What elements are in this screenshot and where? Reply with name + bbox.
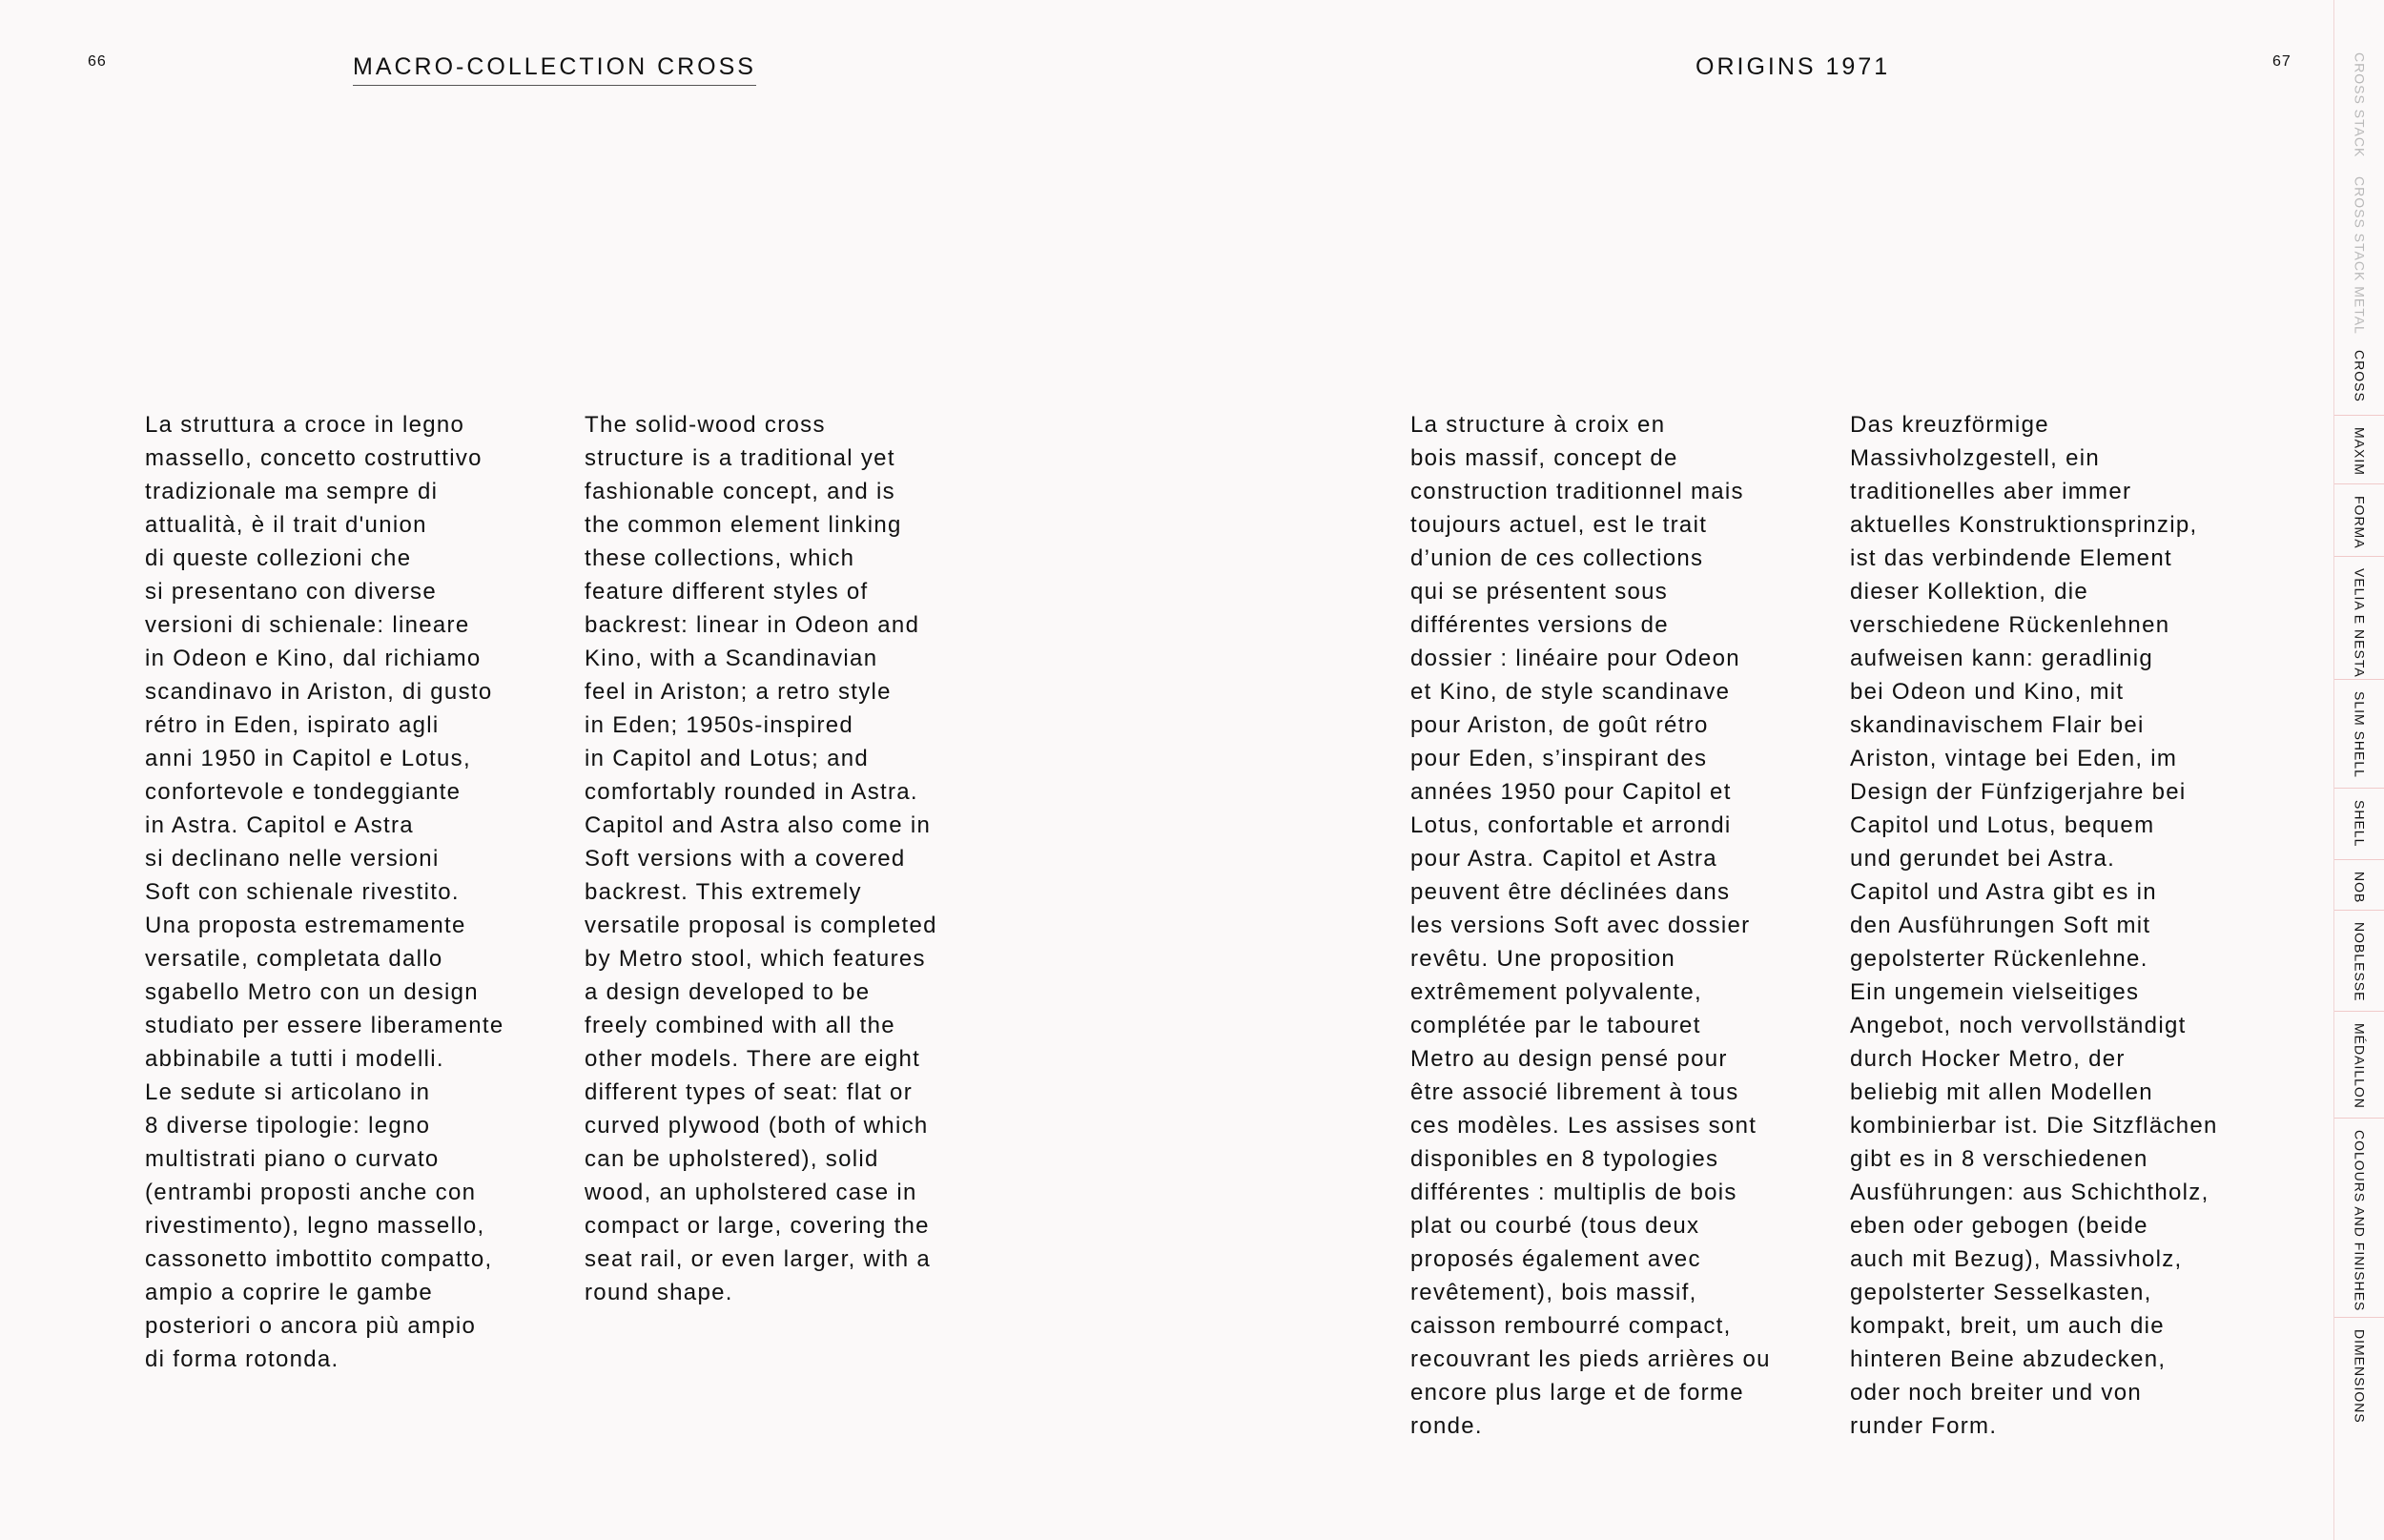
tab-label: SLIM SHELL: [2352, 691, 2368, 778]
tab-dimensions[interactable]: [2334, 1317, 2384, 1540]
page-number-left: 66: [88, 53, 107, 70]
tab-velia-e-nesta[interactable]: [2334, 556, 2384, 679]
text-column-english: The solid-wood cross structure is a traditional yet fashionable concept, and is the common element linking these collections, which feature different styles of backrest: linear in Odeon and Kino, with a Scandinavian feel in Ariston; a retro style in Eden; 1950s-inspired in Capitol and Lotus; and comfortably rounded in Astra. Capitol and Astra also come in Soft versions with a covered backrest. This extremely versatile proposal is completed by Metro stool, which features a design developed to be freely combined with all the other models. There are eight different types of seat: flat or curved plywood (both of which can be upholstered), solid wood, an upholstered case in compact or large, covering the seat rail, or even larger, with a round shape.: [585, 412, 937, 1305]
tab-noblesse[interactable]: [2334, 910, 2384, 1011]
tab-label: MAXIM: [2352, 427, 2368, 476]
tab-label: NOB: [2352, 872, 2368, 904]
section-index-sidebar: [2333, 0, 2384, 1540]
tab-nob[interactable]: [2334, 859, 2384, 910]
tab-forma[interactable]: [2334, 483, 2384, 556]
tab-label: MÉDAILLON: [2352, 1023, 2368, 1109]
tab-cross-stack[interactable]: [2334, 43, 2384, 165]
page-title-left: MACRO-COLLECTION CROSS: [353, 53, 756, 86]
page-number-right: 67: [2272, 53, 2292, 70]
text-column-french: La structure à croix en bois massif, concept de construction traditionnel mais toujours actuel, est le trait d’union de ces collections qui se présentent sous différentes versions de dossier : linéaire pour Odeon et Kino, de style scandinave pour Ariston, de goût rétro pour Eden, s’inspirant des années 1950 pour Capitol et Lotus, confortable et arrondi pour Astra. Capitol et Astra peuvent être déclinées dans les versions Soft avec dossier revêtu. Une proposition extrêmement polyvalente, complétée par le tabouret Metro au design pensé pour être associé librement à tous ces modèles. Les assises sont disponibles en 8 typologies différentes : multiplis de bois plat ou courbé (tous deux proposés également avec revêtement), bois massif, caisson rembourré compact, recouvrant les pieds arrières ou encore plus large et de forme ronde.: [1410, 412, 1771, 1439]
tab-maxim[interactable]: [2334, 415, 2384, 483]
text-column-german: Das kreuzförmige Massivholzgestell, ein traditionelles aber immer aktuelles Konstruktionsprinzip, ist das verbindende Element dieser Kollektion, die verschiedene Rückenlehnen aufweisen kann: geradlinig bei Odeon und Kino, mit skandinavischem Flair bei Ariston, vintage bei Eden, im Design der Fünfzigerjahre bei Capitol und Lotus, bequem und gerundet bei Astra. Capitol und Astra gibt es in den Ausführungen Soft mit gepolsterter Rückenlehne. Ein ungemein vielseitiges Angebot, noch vervollständigt durch Hocker Metro, der beliebig mit allen Modellen kombinierbar ist. Die Sitzflächen gibt es in 8 verschiedenen Ausführungen: aus Schichtholz, eben oder gebogen (beide auch mit Bezug), Massivholz, gepolsterter Sesselkasten, kompakt, breit, um auch die hinteren Beine abzudecken, oder noch breiter und von runder Form.: [1850, 412, 2218, 1439]
text-column-italian: La struttura a croce in legno massello, concetto costruttivo tradizionale ma sempre di attualità, è il trait d'union di queste collezioni che si presentano con diverse versioni di schienale: lineare in Odeon e Kino, dal richiamo scandinavo in Ariston, di gusto rétro in Eden, ispirato agli anni 1950 in Capitol e Lotus, confortevole e tondeggiante in Astra. Capitol e Astra si declinano nelle versioni Soft con schienale rivestito. Una proposta estremamente versatile, completata dallo sgabello Metro con un design studiato per essere liberamente abbinabile a tutti i modelli. Le sedute si articolano in 8 diverse tipologie: legno multistrati piano o curvato (entrambi proposti anche con rivestimento), legno massello, cassonetto imbottito compatto, ampio a coprire le gambe posteriori o ancora più ampio di forma rotonda.: [145, 412, 504, 1372]
page-title-right: ORIGINS 1971: [1696, 53, 1891, 80]
tab-cross[interactable]: [2334, 346, 2384, 415]
tab-label: VELIA E NESTA: [2352, 568, 2368, 678]
tab-medaillon[interactable]: [2334, 1011, 2384, 1118]
tab-label: COLOURS AND FINISHES: [2352, 1130, 2368, 1312]
tab-cross-stack-metal[interactable]: [2334, 165, 2384, 346]
tab-shell[interactable]: [2334, 788, 2384, 859]
tab-label: CROSS: [2352, 350, 2368, 402]
tab-label: FORMA: [2352, 496, 2368, 549]
tab-label: NOBLESSE: [2352, 922, 2368, 1002]
tab-label: CROSS STACK METAL: [2352, 176, 2368, 335]
tab-label: SHELL: [2352, 800, 2368, 848]
tab-label: CROSS STACK: [2352, 52, 2368, 158]
tab-label: DIMENSIONS: [2352, 1329, 2368, 1424]
tab-slim-shell[interactable]: [2334, 679, 2384, 788]
tab-colours-and-finishes[interactable]: [2334, 1118, 2384, 1317]
